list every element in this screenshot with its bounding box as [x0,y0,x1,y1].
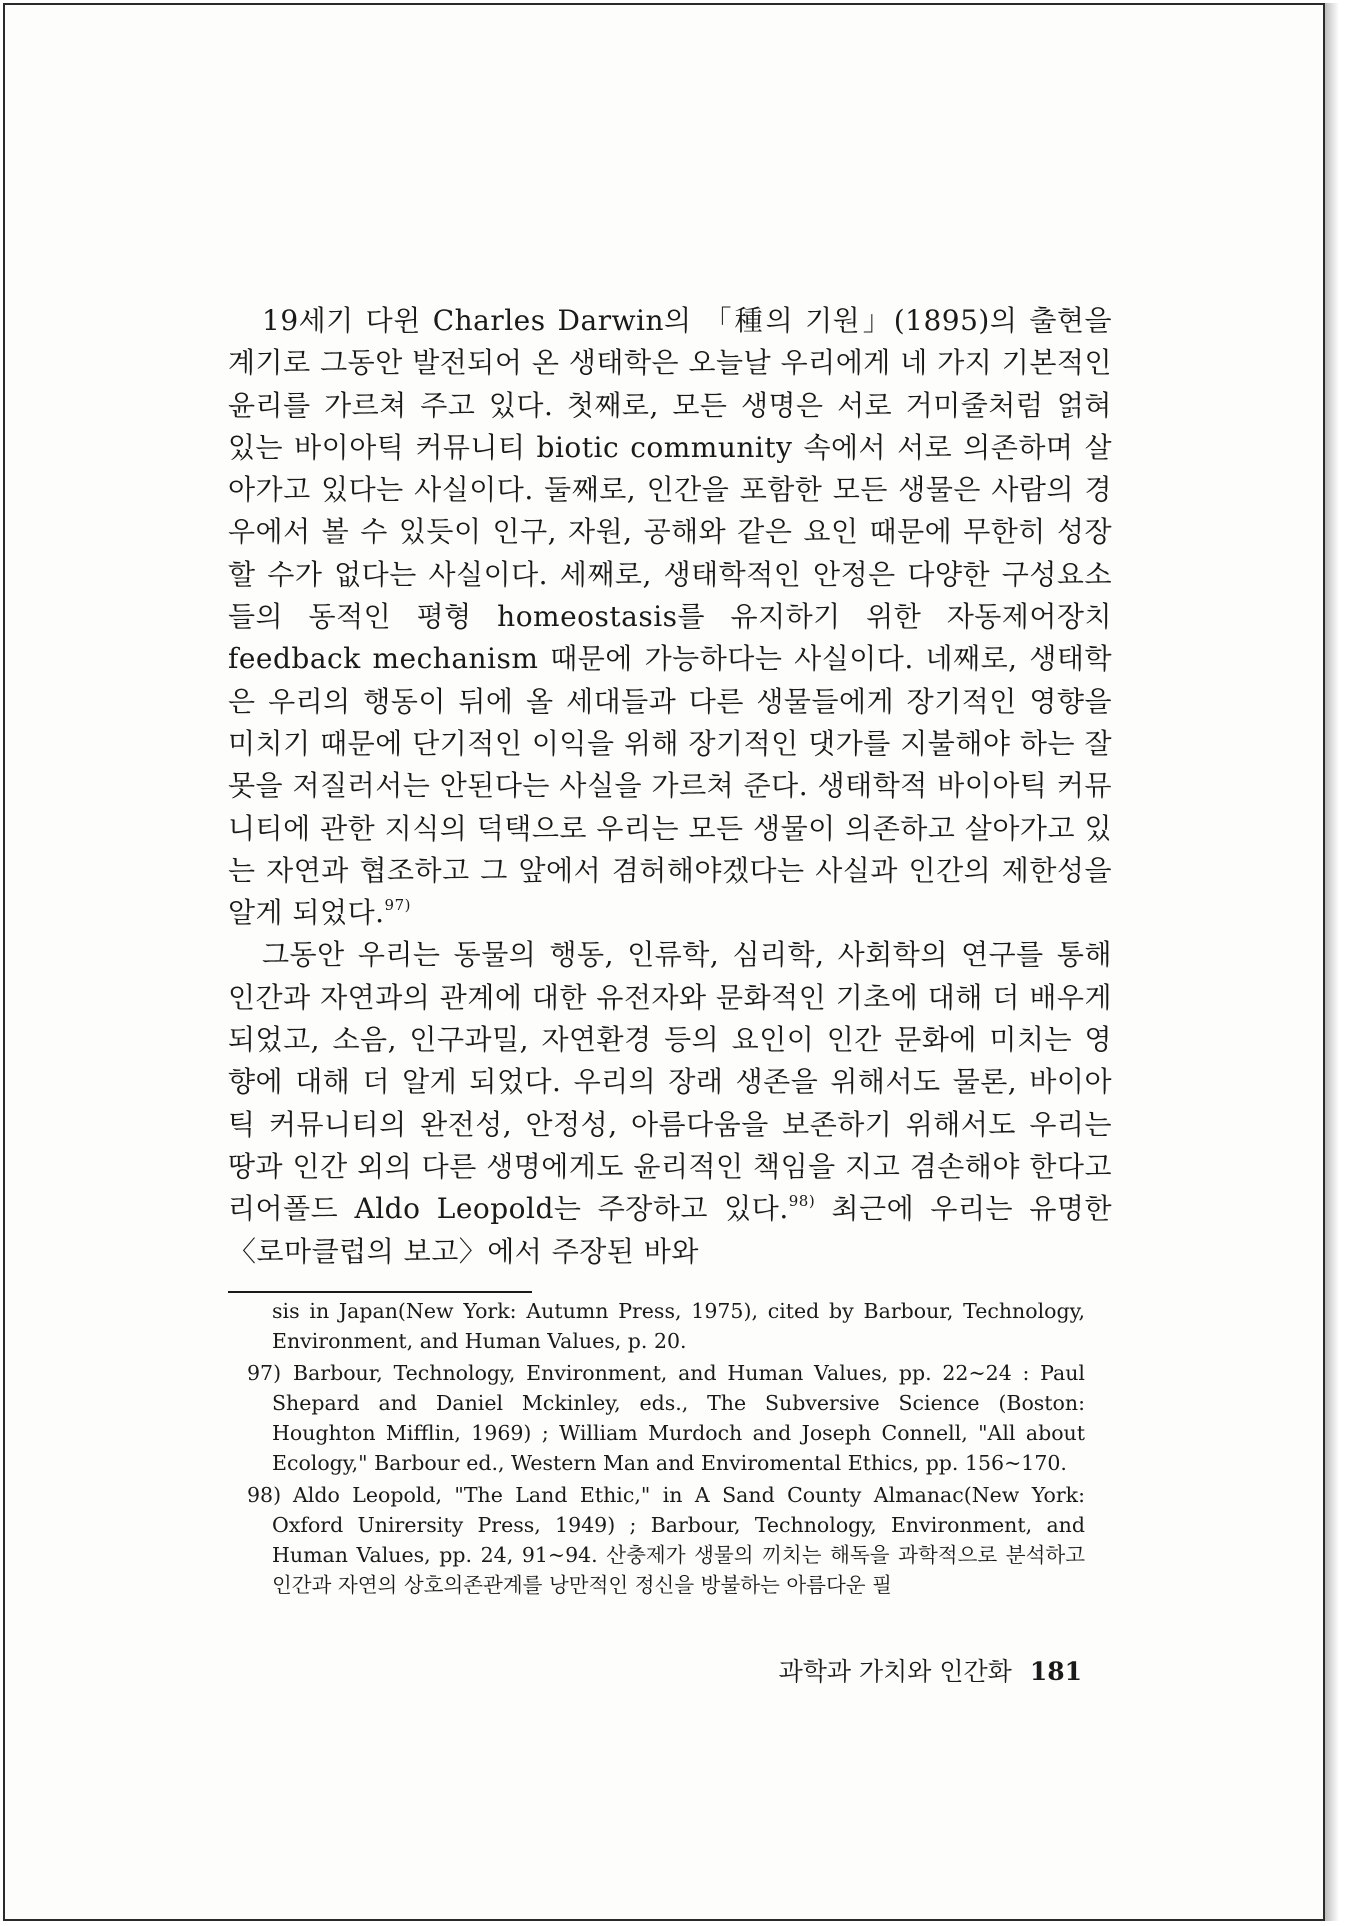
body-text [228,300,1112,1273]
footnotes [247,1296,1085,1602]
footnote-number: 97) [247,1361,282,1385]
footnote-98: 98) Aldo Leopold, "The Land Ethic," in A Sand County Almanac(New York: Oxford Unirersity Press, 1949) ; Barbour, Technology, Environment, and Human Values, pp. 24, 91~94. 산충제가 생물의 끼치는 해독을 과학적으로 분석하고 인간과 자연의 상호의존관계를 낭만적인 정신을 방불하는 아름다운 필 [247,1480,1085,1600]
page-footer [762,1652,1082,1688]
paragraph-2: 그동안 우리는 동물의 행동, 인류학, 심리학, 사회학의 연구를 통해 인간과 자연과의 관계에 대한 유전자와 문화적인 기초에 대해 더 배우게 되었고, 소음, 인구과밀, 자연환경 등의 요인이 인간 문화에 미치는 영향에 대해 더 알게 되었다. 우리의 장래 생존을 위해서도 물론, 바이아틱 커뮤니티의 완전성, 안정성, 아름다움을 보존하기 위해서도 우리는 땅과 인간 외의 다른 생명에게도 윤리적인 책임을 지고 겸손해야 한다고 리어폴드 Aldo Leopold는 주장하고 있다.$^{98)}$ 최근에 우리는 유명한 〈로마클럽의 보고〉에서 주장된 바와 [228,938,1112,1268]
footnote-97: 97) Barbour, Technology, Environment, and Human Values, pp. 22~24 : Paul Shepard and Daniel Mckinley, eds., The Subversive Science (Boston: Houghton Mifflin, 1969) ; William Murdoch and Joseph Connell, "All about Ecology," Barbour ed., Western Man and Enviromental Ethics, pp. 156~170. [247,1358,1085,1478]
page-edge-shadow [1325,3,1339,1921]
running-title: 과학과 가치와 인간화 [778,1657,1012,1686]
footnote-number: 98) [247,1483,282,1507]
footnote-rule [228,1291,532,1293]
paragraph-1: 19세기 다윈 Charles Darwin의 「種의 기원」(1895)의 출현을 계기로 그동안 발전되어 온 생태학은 오늘날 우리에게 네 가지 기본적인 윤리를 가르쳐 주고 있다. 첫째로, 모든 생명은 서로 거미줄처럼 얽혀 있는 바이아틱 커뮤니티 biotic community 속에서 서로 의존하며 살아가고 있다는 사실이다. 둘째로, 인간을 포함한 모든 생물은 사람의 경우에서 볼 수 있듯이 인구, 자원, 공해와 같은 요인 때문에 무한히 성장할 수가 없다는 사실이다. 세째로, 생태학적인 안정은 다양한 구성요소들의 동적인 평형 homeostasis를 유지하기 위한 자동제어장치 feedback mechanism 때문에 가능하다는 사실이다. 네째로, 생태학은 우리의 행동이 뒤에 올 세대들과 다른 생물들에게 장기적인 영향을 미치기 때문에 단기적인 이익을 위해 장기적인 댓가를 지불해야 하는 잘못을 저질러서는 안된다는 사실을 가르쳐 준다. 생태학적 바이아틱 커뮤니티에 관한 지식의 덕택으로 우리는 모든 생물이 의존하고 살아가고 있는 자연과 협조하고 그 앞에서 겸허해야겠다는 사실과 인간의 제한성을 알게 되었다.$^{97)}$ [228,304,1112,930]
page-number: 181 [1029,1657,1082,1686]
footnote-continuation: sis in Japan(New York: Autumn Press, 1975), cited by Barbour, Technology, Environment, and Human Values, p. 20. [272,1299,1085,1353]
footnote-ref-97[interactable]: 97) [384,896,411,915]
footnote-ref-98[interactable]: 98) [788,1192,816,1211]
